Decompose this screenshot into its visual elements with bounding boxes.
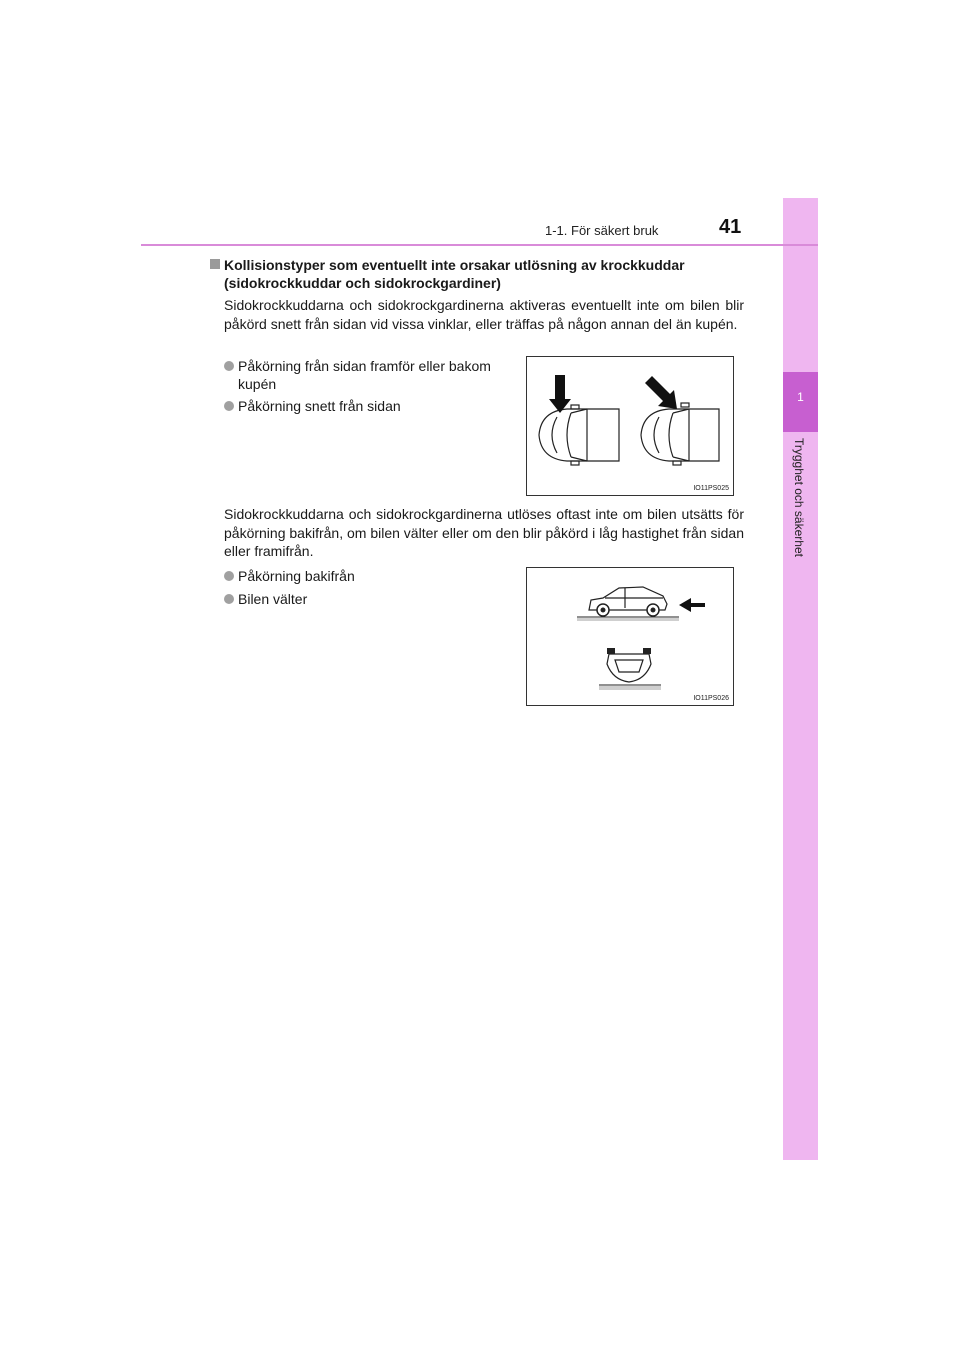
- chapter-title: Trygghet och säkerhet: [792, 438, 806, 557]
- figure-code: IO11PS025: [693, 485, 729, 492]
- bullet-dot-icon: [224, 594, 234, 604]
- rear-impact-figure: [526, 567, 734, 706]
- page-number: 41: [719, 216, 742, 238]
- bullet-dot-icon: [224, 571, 234, 581]
- chapter-number: 1: [797, 390, 804, 404]
- bullet-dot-icon: [224, 361, 234, 371]
- section-title: 1-1. För säkert bruk: [545, 223, 659, 238]
- side-chapter-tab: [783, 198, 818, 1160]
- section-heading: [210, 256, 750, 292]
- header-rule: [141, 244, 818, 246]
- heading-text: Kollisionstyper som eventuellt inte orsakar utlösning av krockkuddar (sidokrockkuddar och sidokrockgardiner): [224, 257, 685, 291]
- list-item: Bilen välter: [224, 590, 514, 608]
- paragraph: Sidokrockkuddarna och sidokrockgardinerna utlöses oftast inte om bilen utsätts för påkörning bakifrån, om bilen välter eller om den blir påkörd i låg hastighet från sidan eller framifrån.: [224, 506, 744, 559]
- side-impact-cars-illustration: [527, 357, 733, 495]
- paragraph: Sidokrockkuddarna och sidokrockgardinerna aktiveras eventuellt inte om bilen blir påkörd snett från sidan vid vissa vinklar, eller träffas på någon annan del än kupén.: [224, 297, 744, 332]
- list-item: Påkörning snett från sidan: [224, 397, 514, 415]
- side-impact-figure: [526, 356, 734, 496]
- list-item: Påkörning bakifrån: [224, 567, 514, 585]
- rear-impact-rollover-illustration: [527, 568, 733, 705]
- bullet-dot-icon: [224, 401, 234, 411]
- figure-code: IO11PS026: [693, 695, 729, 702]
- list-item: Påkörning från sidan framför eller bakom kupén: [224, 357, 514, 393]
- square-bullet-icon: [210, 259, 220, 269]
